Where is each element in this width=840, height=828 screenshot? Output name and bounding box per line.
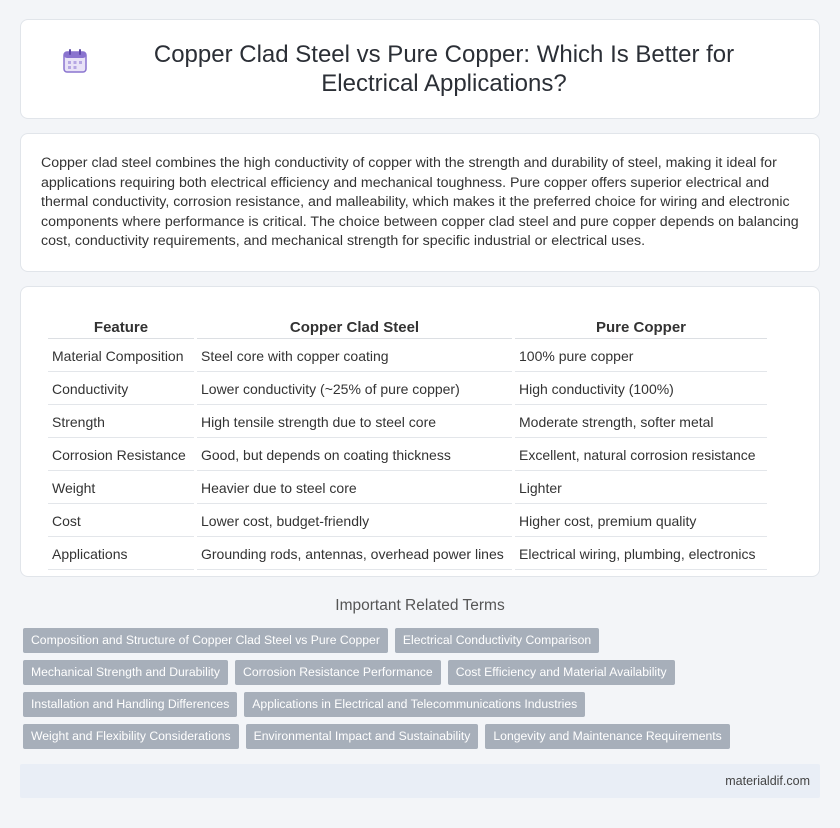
related-terms-list — [23, 628, 813, 756]
footer-site-link[interactable]: materialdif.com — [725, 774, 810, 788]
table-row — [48, 506, 767, 537]
cell-copper-clad-steel: Heavier due to steel core — [197, 473, 512, 504]
table-row — [48, 374, 767, 405]
related-term-tag[interactable]: Installation and Handling Differences — [23, 692, 237, 717]
related-term-tag[interactable]: Electrical Conductivity Comparison — [395, 628, 599, 653]
cell-feature: Applications — [48, 539, 194, 570]
cell-pure-copper: Electrical wiring, plumbing, electronics — [515, 539, 767, 570]
cell-copper-clad-steel: Lower cost, budget-friendly — [197, 506, 512, 537]
cell-feature: Conductivity — [48, 374, 194, 405]
cell-copper-clad-steel: Steel core with copper coating — [197, 341, 512, 372]
related-terms-title: Important Related Terms — [335, 597, 505, 614]
cell-feature: Strength — [48, 407, 194, 438]
footer — [20, 764, 820, 798]
table-row — [48, 440, 767, 471]
related-term-tag[interactable]: Corrosion Resistance Performance — [235, 660, 441, 685]
header-copper-clad-steel: Copper Clad Steel — [197, 315, 512, 339]
comparison-table — [45, 313, 770, 572]
cell-pure-copper: Higher cost, premium quality — [515, 506, 767, 537]
intro-card — [20, 133, 820, 272]
cell-feature: Cost — [48, 506, 194, 537]
table-row — [48, 341, 767, 372]
header-feature: Feature — [48, 315, 194, 339]
related-term-tag[interactable]: Weight and Flexibility Considerations — [23, 724, 239, 749]
related-term-tag[interactable]: Environmental Impact and Sustainability — [246, 724, 479, 749]
cell-feature: Weight — [48, 473, 194, 504]
cell-pure-copper: Lighter — [515, 473, 767, 504]
cell-feature: Material Composition — [48, 341, 194, 372]
header-pure-copper: Pure Copper — [515, 315, 767, 339]
cell-feature: Corrosion Resistance — [48, 440, 194, 471]
related-term-tag[interactable]: Cost Efficiency and Material Availability — [448, 660, 675, 685]
header-card — [20, 19, 820, 119]
cell-pure-copper: Moderate strength, softer metal — [515, 407, 767, 438]
intro-text: Copper clad steel combines the high conductivity of copper with the strength and durability of steel, making it ideal for applications requiring both electrical efficiency and mechanical toughness. Pure copper offers superior electrical and thermal conductivity, corrosion resistance, and malleability, which makes it the preferred choice for wiring and electronic components where performance is critical. The choice between copper clad steel and pure copper depends on balancing cost, conductivity requirements, and mechanical strength for specific industrial or electrical uses. — [41, 155, 799, 250]
related-term-tag[interactable]: Longevity and Maintenance Requirements — [485, 724, 729, 749]
cell-pure-copper: Excellent, natural corrosion resistance — [515, 440, 767, 471]
table-row — [48, 473, 767, 504]
table-row — [48, 407, 767, 438]
related-term-tag[interactable]: Composition and Structure of Copper Clad Steel vs Pure Copper — [23, 628, 388, 653]
cell-copper-clad-steel: Lower conductivity (~25% of pure copper) — [197, 374, 512, 405]
table-header-row — [48, 315, 767, 339]
cell-copper-clad-steel: High tensile strength due to steel core — [197, 407, 512, 438]
comparison-card — [20, 286, 820, 577]
table-row — [48, 539, 767, 570]
cell-copper-clad-steel: Good, but depends on coating thickness — [197, 440, 512, 471]
cell-pure-copper: High conductivity (100%) — [515, 374, 767, 405]
page-title: Copper Clad Steel vs Pure Copper: Which Is Better for Electrical Applications? — [153, 41, 735, 97]
related-term-tag[interactable]: Mechanical Strength and Durability — [23, 660, 228, 685]
related-term-tag[interactable]: Applications in Electrical and Telecommunications Industries — [244, 692, 585, 717]
calendar-icon — [60, 46, 90, 76]
cell-copper-clad-steel: Grounding rods, antennas, overhead power lines — [197, 539, 512, 570]
cell-pure-copper: 100% pure copper — [515, 341, 767, 372]
